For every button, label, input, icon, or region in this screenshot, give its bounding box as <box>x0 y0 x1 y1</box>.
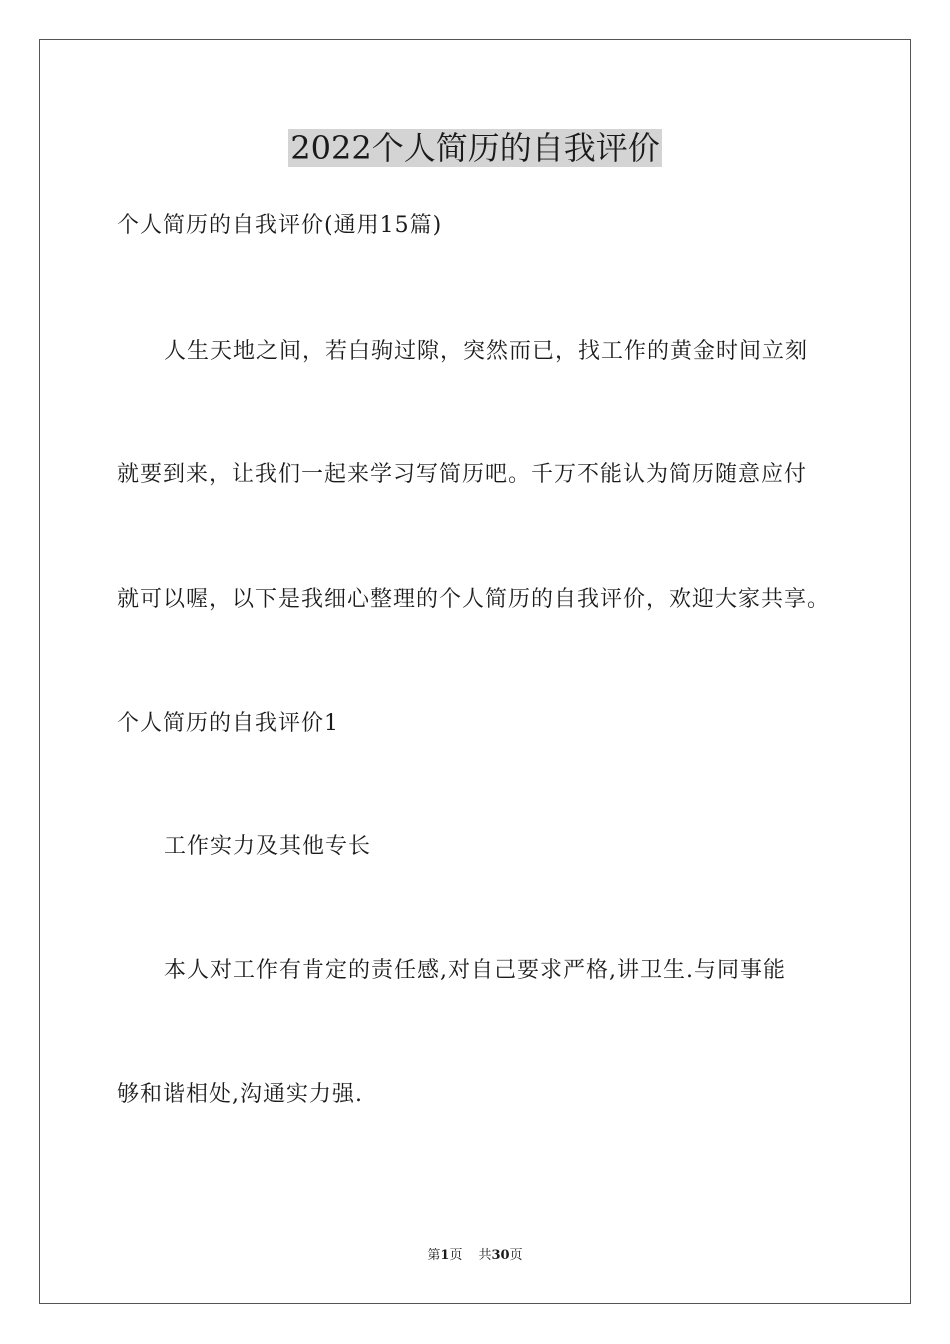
paragraph-line: 就可以喔，以下是我细心整理的个人简历的自我评价，欢迎大家共享。 <box>117 587 831 612</box>
footer-page-suffix: 页 <box>449 1248 463 1263</box>
page-footer <box>0 1247 950 1265</box>
footer-total-suffix: 页 <box>509 1248 523 1263</box>
section-heading: 个人简历的自我评价1 <box>117 711 339 736</box>
footer-total-prefix: 共 <box>478 1248 492 1263</box>
footer-total-pages: 30 <box>491 1248 510 1263</box>
document-title-text: 2022个人简历的自我评价 <box>290 129 660 167</box>
document-subtitle: 个人简历的自我评价(通用15篇) <box>117 213 443 238</box>
subheading-line: 工作实力及其他专长 <box>164 834 372 859</box>
footer-page-prefix: 第 <box>427 1248 441 1263</box>
footer-page-number: 1 <box>440 1248 450 1263</box>
paragraph-line: 够和谐相处,沟通实力强. <box>117 1082 363 1107</box>
paragraph-line: 本人对工作有肯定的责任感,对自己要求严格,讲卫生.与同事能 <box>164 958 786 983</box>
paragraph-line: 人生天地之间，若白驹过隙，突然而已，找工作的黄金时间立刻 <box>164 339 809 364</box>
paragraph-line: 就要到来，让我们一起来学习写简历吧。千万不能认为简历随意应付 <box>117 462 808 487</box>
document-title <box>0 128 950 168</box>
